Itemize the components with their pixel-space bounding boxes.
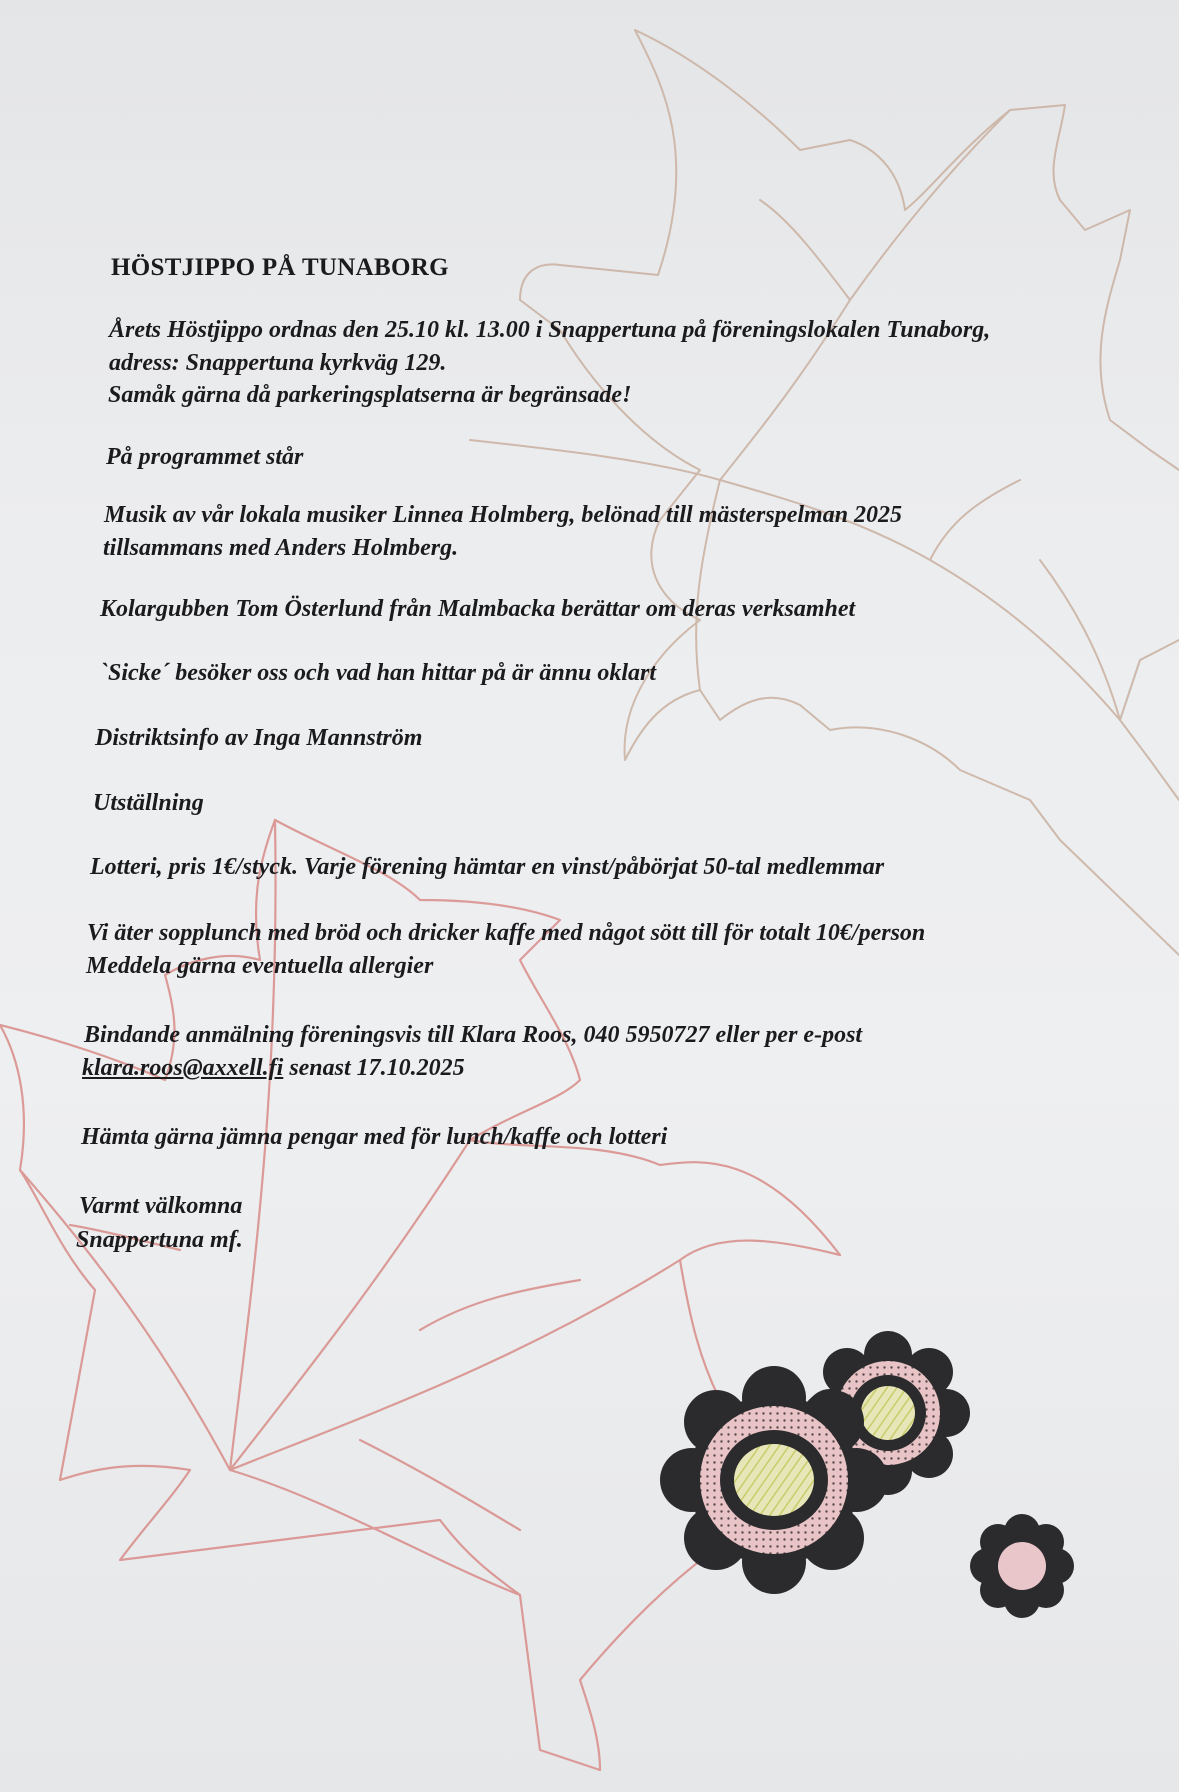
program-item: Lotteri, pris 1€/styck. Varje förening hämtar en vinst/påbörjat 50-tal medlemmar xyxy=(90,854,885,880)
money-note: Hämta gärna jämna pengar med för lunch/kaffe och lotteri xyxy=(81,1124,668,1150)
program-item: `Sicke´ besöker oss och vad han hittar på är ännu oklart xyxy=(100,660,657,686)
email-link[interactable]: klara.roos@axxell.fi xyxy=(82,1055,284,1081)
program-item: Musik av vår lokala musiker Linnea Holmberg, belönad till mästerspelman 2025 xyxy=(104,502,903,528)
closing-signature: Snappertuna mf. xyxy=(76,1227,243,1253)
program-heading: På programmet står xyxy=(106,444,304,470)
program-item: Meddela gärna eventuella allergier xyxy=(86,953,434,979)
intro-line: Årets Höstjippo ordnas den 25.10 kl. 13.00 i Snappertuna på föreningslokalen Tunaborg, xyxy=(109,317,991,343)
program-item: tillsammans med Anders Holmberg. xyxy=(103,535,459,561)
registration-deadline-line xyxy=(82,1052,465,1084)
intro-line: Samåk gärna då parkeringsplatserna är begränsade! xyxy=(108,382,632,408)
program-item: Distriktsinfo av Inga Mannström xyxy=(95,725,423,751)
registration-line: Bindande anmälning föreningsvis till Klara Roos, 040 5950727 eller per e-post xyxy=(84,1022,863,1048)
program-item: Kolargubben Tom Österlund från Malmbacka berättar om deras verksamhet xyxy=(100,596,856,622)
deadline-text: senast 17.10.2025 xyxy=(283,1055,465,1081)
intro-line: adress: Snappertuna kyrkväg 129. xyxy=(109,350,447,376)
program-item: Utställning xyxy=(93,790,204,816)
page-title: HÖSTJIPPO PÅ TUNABORG xyxy=(111,254,449,281)
program-item: Vi äter sopplunch med bröd och dricker kaffe med något sött till för totalt 10€/person xyxy=(87,920,926,946)
closing-greeting: Varmt välkomna xyxy=(79,1193,243,1219)
